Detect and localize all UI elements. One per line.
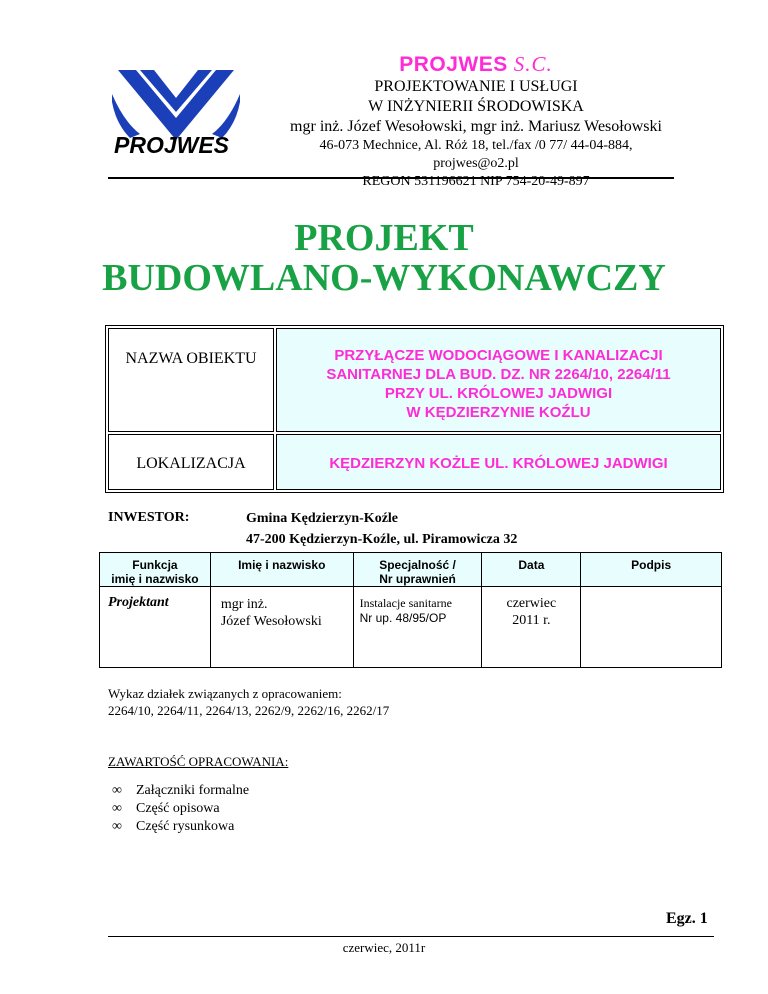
plots-section [108,685,389,719]
bullet-icon: ∞ [112,783,122,798]
contents-list [108,782,249,836]
contents-heading: ZAWARTOŚĆ OPRACOWANIA: [108,754,289,769]
cell-name: mgr inż. Józef Wesołowski [210,587,353,668]
header-signature: Podpis [581,553,722,587]
bullet-icon: ∞ [112,819,122,834]
bullet-icon: ∞ [112,801,122,816]
cell-date: czerwiec 2011 r. [482,587,581,668]
company-name: PROJWES S.C. [399,52,553,76]
company-suffix: S.C. [513,52,553,76]
location-label-cell [108,434,274,490]
list-item: ∞ Załączniki formalne [108,782,249,800]
plots-label: Wykaz działek związanych z opracowaniem: [108,686,342,701]
location-value-cell [276,434,721,490]
location-value: KĘDZIERZYN KOŻLE UL. KRÓLOWEJ JADWIGI [329,455,668,472]
investor-name: Gmina Kędzierzyn-Koźle [246,511,399,526]
header-name: Imię i nazwisko [210,553,353,587]
header-divider [108,177,674,179]
investor-label: INWESTOR: [108,510,190,525]
cell-specialty: Instalacje sanitarne Nr up. 48/95/OP [353,587,482,668]
company-header [280,52,672,191]
header-date: Data [482,553,581,587]
list-item: ∞ Część opisowa [108,800,249,818]
table-header-row [100,553,722,587]
footer-divider [108,936,714,937]
copy-number: Egz. 1 [666,910,708,927]
list-item: ∞ Część rysunkowa [108,818,249,836]
company-regon: REGON 531196621 NIP 754-20-49-897 [362,174,590,189]
header-function: Funkcja imię i nazwisko [100,553,211,587]
designers-table [99,552,722,668]
location-label: LOKALIZACJA [136,455,246,472]
object-name-label-cell [108,328,274,432]
company-line-2: W INŻYNIERII ŚRODOWISKA [368,98,584,115]
object-info-box [105,325,724,493]
logo-wordmark: PROJWES [114,132,230,158]
cell-signature [581,587,722,668]
title-line-2: BUDOWLANO-WYKONAWCZY [102,257,666,299]
footer-date: czerwiec, 2011r [342,940,426,955]
table-row [100,587,722,668]
company-address: 46-073 Mechnice, Al. Róż 18, tel./fax /0 77/ 44-04-884, projwes@o2.pl [319,138,633,171]
document-title [0,218,768,298]
plots-list: 2264/10, 2264/11, 2264/13, 2262/9, 2262/16, 2262/17 [108,703,390,718]
object-name-value-cell [276,328,721,432]
object-name-label: NAZWA OBIEKTU [125,350,257,367]
object-name-value: PRZYŁĄCZE WODOCIĄGOWE I KANALIZACJI SANITARNEJ DLA BUD. DZ. NR 2264/10, 2264/11 PRZY UL. KRÓLOWEJ JADWIGI W KĘDZIERZYNIE KOŹLU [326,347,671,421]
cell-function: Projektant [100,587,211,668]
investor-value [246,508,517,550]
company-line-1: PROJEKTOWANIE I USŁUGI [374,78,578,95]
investor-address: 47-200 Kędzierzyn-Koźle, ul. Piramowicza 32 [246,532,518,547]
header-specialty: Specjalność / Nr uprawnień [353,553,482,587]
title-line-1: PROJEKT [294,217,474,259]
company-owners: mgr inż. Józef Wesołowski, mgr inż. Mariusz Wesołowski [290,118,662,135]
